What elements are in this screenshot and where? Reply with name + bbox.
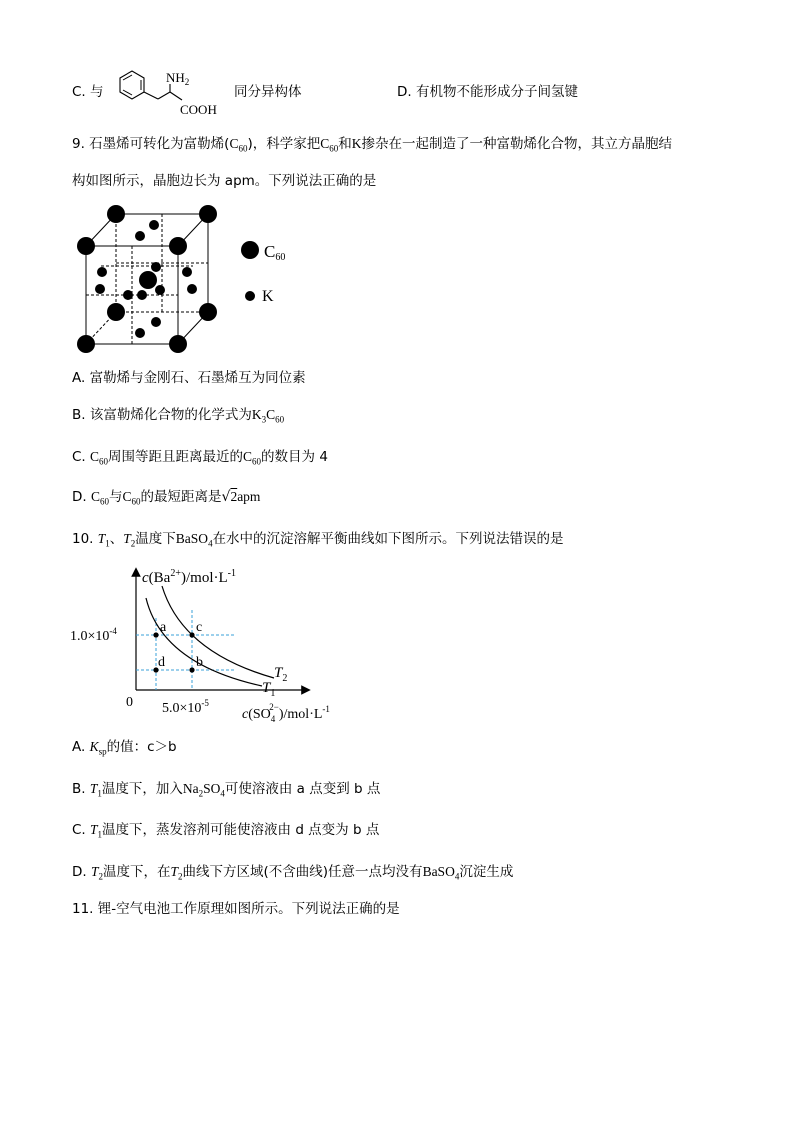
curve-t2 xyxy=(162,586,274,678)
label-t2: $T_2$ xyxy=(274,665,288,684)
q9-stem-line2: 构如图所示，晶胞边长为 apm。下列说法正确的是 xyxy=(72,173,377,189)
k-atom xyxy=(123,290,133,300)
k-atom xyxy=(187,284,197,294)
y-tick-label: $1.0\times 10^{-4}$ xyxy=(70,626,117,644)
k-legend-symbol xyxy=(245,291,255,301)
q10-option-c: C. $T_1$温度下，蒸发溶剂可能使溶液由 d 点变为 b 点 xyxy=(72,822,380,840)
y-axis-label: $c(Ba^{2+})/mol\cdot L^{-1}$ xyxy=(142,568,236,586)
crystal-legend xyxy=(238,236,318,306)
c60-ball xyxy=(199,303,217,321)
sqrt-sign: √ xyxy=(221,489,231,505)
q9-option-c: C. $C_{60}$周围等距且距离最近的$C_{60}$的数目为 4 xyxy=(72,449,328,467)
x-axis-label: $c(SO_42-)/mol\cdot L^{-1}$ xyxy=(242,702,330,724)
q9-stem-line1: 9. 石墨烯可转化为富勒烯$(C_{60})$，科学家把$C_{60}$和K掺杂在一起制造了一种富勒烯化合物，其立方晶胞结 xyxy=(72,136,673,154)
q10-option-b: B. $T_1$温度下，加入$Na_2SO_4$可使溶液由 a 点变到 b 点 xyxy=(72,781,381,799)
c60-ball xyxy=(107,303,125,321)
c60-ball xyxy=(77,335,95,353)
phenylalanine-structure xyxy=(100,64,230,120)
x-tick-label: $5.0\times 10^{-5}$ xyxy=(162,698,209,716)
k-atom xyxy=(149,220,159,230)
c60-ball xyxy=(199,205,217,223)
svg-text:C60: C60 xyxy=(264,242,286,263)
label-d: d xyxy=(158,655,165,670)
k-atom xyxy=(155,285,165,295)
q11-stem: 11. 锂-空气电池工作原理如图所示。下列说法正确的是 xyxy=(72,901,400,917)
q10-option-a: A. $K_{sp}$的值：c＞b xyxy=(72,739,177,757)
q10-stem: 10. $T_1$、$T_2$温度下BaSO$_4$在水中的沉淀溶解平衡曲线如下图所示。下列说法错误的是 xyxy=(72,531,564,549)
q8-option-c-suffix: 同分异构体 xyxy=(234,84,302,100)
c60-ball xyxy=(107,205,125,223)
origin-label: 0 xyxy=(126,695,133,710)
carboxyl-group-label: COOH xyxy=(180,102,217,117)
c60-ball xyxy=(169,335,187,353)
k-atom xyxy=(135,231,145,241)
q9-option-b: B. 该富勒烯化合物的化学式为$K_3C_{60}$ xyxy=(72,407,285,425)
k-atom xyxy=(151,317,161,327)
c60-legend-symbol xyxy=(241,241,259,259)
k-atom xyxy=(151,262,161,272)
amino-group-label: $NH_2$ xyxy=(166,70,190,87)
point-a xyxy=(153,632,158,637)
label-a: a xyxy=(160,620,167,635)
c60-ball xyxy=(169,237,187,255)
solubility-curve-graph xyxy=(70,560,370,724)
c60-ball xyxy=(77,237,95,255)
svg-text:K: K xyxy=(262,288,274,305)
k-atom xyxy=(135,328,145,338)
point-b xyxy=(189,667,194,672)
k-atom xyxy=(137,290,147,300)
k-atom xyxy=(95,284,105,294)
q8-option-c: C. 与 xyxy=(72,84,104,100)
c60-ball xyxy=(139,271,157,289)
label-c: c xyxy=(196,620,203,635)
q9-option-a: A. 富勒烯与金刚石、石墨烯互为同位素 xyxy=(72,370,306,386)
q9-option-d: D. $C_{60}$与$C_{60}$的最短距离是√2apm xyxy=(72,489,261,507)
curve-t1 xyxy=(146,598,262,686)
q8-option-d: D. 有机物不能形成分子间氢键 xyxy=(397,84,578,100)
k-atom xyxy=(97,267,107,277)
k-atom xyxy=(182,267,192,277)
label-b: b xyxy=(196,655,203,670)
point-c xyxy=(189,632,194,637)
q10-option-d: D. $T_2$温度下，在$T_2$曲线下方区域(不含曲线)任意一点均没有BaSO$_4$沉淀生成 xyxy=(72,864,514,882)
crystal-cell-diagram xyxy=(72,196,232,360)
label-t1: $T_1$ xyxy=(262,680,276,699)
